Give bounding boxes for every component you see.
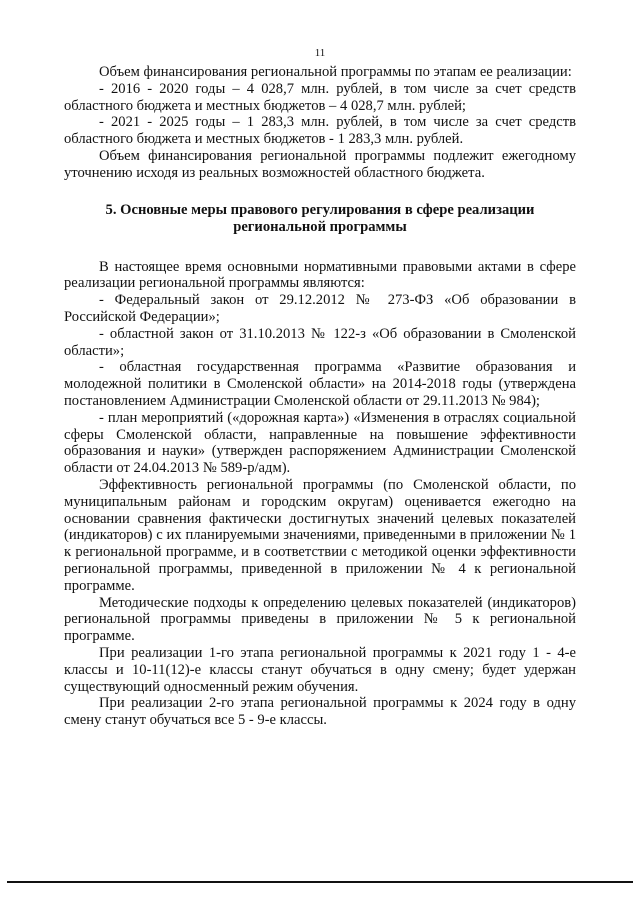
document-body xyxy=(64,64,576,729)
federal-law-item: - Федеральный закон от 29.12.2012 № 273-ФЗ «Об образовании в Российской Федерации»; xyxy=(64,292,576,325)
section-heading-line1: 5. Основные меры правового регулирования в сфере реализации xyxy=(105,201,535,218)
regional-law-item: - областной закон от 31.10.2013 № 122-з «Об образовании в Смоленской области»; xyxy=(64,325,576,359)
roadmap-item: - план мероприятий («дорожная карта») «Изменения в отраслях социальной сферы Смоленской области, направленные на повышение эффективности образования и науки» (утвержден распоряжением Администрации Смоленской области от 24.04.2013 № 589-р/адм). xyxy=(64,409,576,477)
legal-acts-intro-paragraph: В настоящее время основными нормативными правовыми актами в сфере реализации региональной программы являются: xyxy=(64,258,576,292)
methodology-paragraph: Методические подходы к определению целевых показателей (индикаторов) региональной программы приведены в приложении № 5 к региональной программе. xyxy=(64,594,576,645)
section-heading xyxy=(64,202,576,236)
stage1-result-paragraph: При реализации 1-го этапа региональной программы к 2021 году 1 - 4-е классы и 10-11(12)-е классы станут обучаться в одну смену; будет удержан существующий односменный режим обучения. xyxy=(64,644,576,695)
section-heading-line2: региональной программы xyxy=(233,218,407,235)
funding-stage1-paragraph: - 2016 - 2020 годы – 4 028,7 млн. рублей, в том числе за счет средств областного бюджета и местных бюджетов – 4 028,7 млн. рублей; xyxy=(64,80,576,114)
funding-intro-paragraph: Объем финансирования региональной программы по этапам ее реализации: xyxy=(99,64,572,80)
bottom-border-line xyxy=(7,881,633,883)
funding-adjustment-paragraph: Объем финансирования региональной программы подлежит ежегодному уточнению исходя из реальных возможностей областного бюджета. xyxy=(64,147,576,181)
stage2-result-paragraph: При реализации 2-го этапа региональной программы к 2024 году в одну смену станут обучаться все 5 - 9-е классы. xyxy=(64,695,576,729)
page-number: 11 xyxy=(314,47,326,59)
efficiency-paragraph: Эффективность региональной программы (по Смоленской области, по муниципальным районам и городским округам) оценивается ежегодно на основании сравнения фактически достигнутых значений целевых показателей (индикаторов) с их планируемыми значениями, приведенными в приложении № 1 к региональной программе, и в соответствии с методикой оценки эффективности региональной программы, приведенной в приложении № 4 к региональной программе. xyxy=(64,476,576,594)
state-program-item: - областная государственная программа «Развитие образования и молодежной политики в Смоленской области» на 2014-2018 годы (утверждена постановлением Администрации Смоленской области от 29.11.2013 № 984); xyxy=(64,359,576,409)
funding-stage2-paragraph: - 2021 - 2025 годы – 1 283,3 млн. рублей, в том числе за счет средств областного бюджета и местных бюджетов - 1 283,3 млн. рублей. xyxy=(64,114,576,148)
